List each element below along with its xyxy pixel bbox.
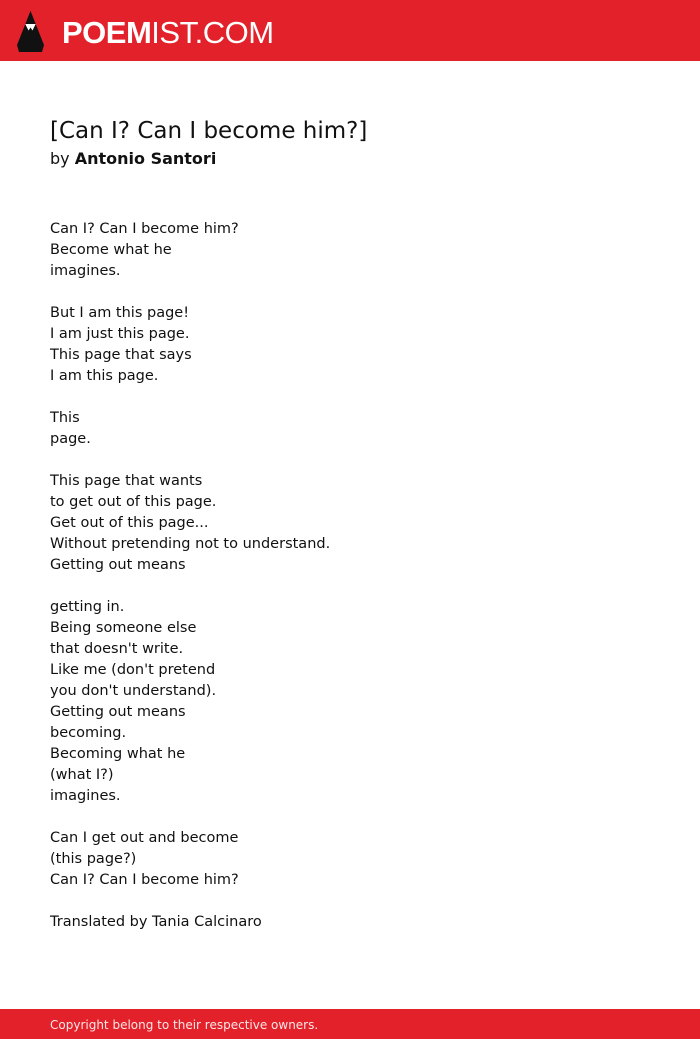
site-logo[interactable] <box>17 10 274 52</box>
poem-line: Get out of this page... <box>50 515 209 531</box>
poem-line: Becoming what he <box>50 746 186 762</box>
poem-stanza <box>50 828 650 891</box>
poem-line: This <box>50 410 80 426</box>
poem-stanza <box>50 408 650 450</box>
poem-line: Can I? Can I become him? <box>50 221 239 237</box>
poem-author: Antonio Santori <box>74 149 217 168</box>
poem-line: (what I?) <box>50 767 114 783</box>
pencil-tip-icon <box>17 11 44 52</box>
logo-text-bold: POEM <box>62 14 152 50</box>
poem-line: I am just this page. <box>50 326 190 342</box>
poem-line: getting in. <box>50 599 125 615</box>
poem-line: (this page?) <box>50 851 137 867</box>
poem-line: Being someone else <box>50 620 197 636</box>
poem-line: Getting out means <box>50 704 186 720</box>
copyright-notice: Copyright belong to their respective owners. <box>50 1018 319 1032</box>
poem-line: Translated by Tania Calcinaro <box>50 914 262 930</box>
poem-line: I am this page. <box>50 368 159 384</box>
site-footer <box>0 1009 700 1039</box>
poem-line: Like me (don't pretend <box>50 662 216 678</box>
poem-byline <box>50 147 650 171</box>
poem-stanza <box>50 303 650 387</box>
poem-line: imagines. <box>50 788 121 804</box>
poem-line: Getting out means <box>50 557 186 573</box>
poem-stanza <box>50 912 650 933</box>
poem-line: But I am this page! <box>50 305 190 321</box>
logo-text-light: IST.COM <box>151 14 274 50</box>
poem-line: you don't understand). <box>50 683 217 699</box>
byline-prefix: by <box>50 149 70 168</box>
poem-line: page. <box>50 431 91 447</box>
poem-line: Can I get out and become <box>50 830 239 846</box>
poem-heading <box>50 116 650 171</box>
poem-line: This page that wants <box>50 473 203 489</box>
poem-stanza <box>50 471 650 576</box>
poem-line: Become what he <box>50 242 172 258</box>
poem-stanza <box>50 597 650 807</box>
poem-line: Without pretending not to understand. <box>50 536 331 552</box>
poem-line: to get out of this page. <box>50 494 217 510</box>
poem-line: that doesn't write. <box>50 641 184 657</box>
poem-body <box>50 219 650 954</box>
site-header <box>0 0 700 61</box>
poem-line: Can I? Can I become him? <box>50 872 239 888</box>
poem-line: becoming. <box>50 725 127 741</box>
poem-stanza <box>50 219 650 282</box>
poem-line: imagines. <box>50 263 121 279</box>
poem-title: [Can I? Can I become him?] <box>50 118 368 144</box>
site-logo-text <box>62 14 274 50</box>
poem-line: This page that says <box>50 347 192 363</box>
